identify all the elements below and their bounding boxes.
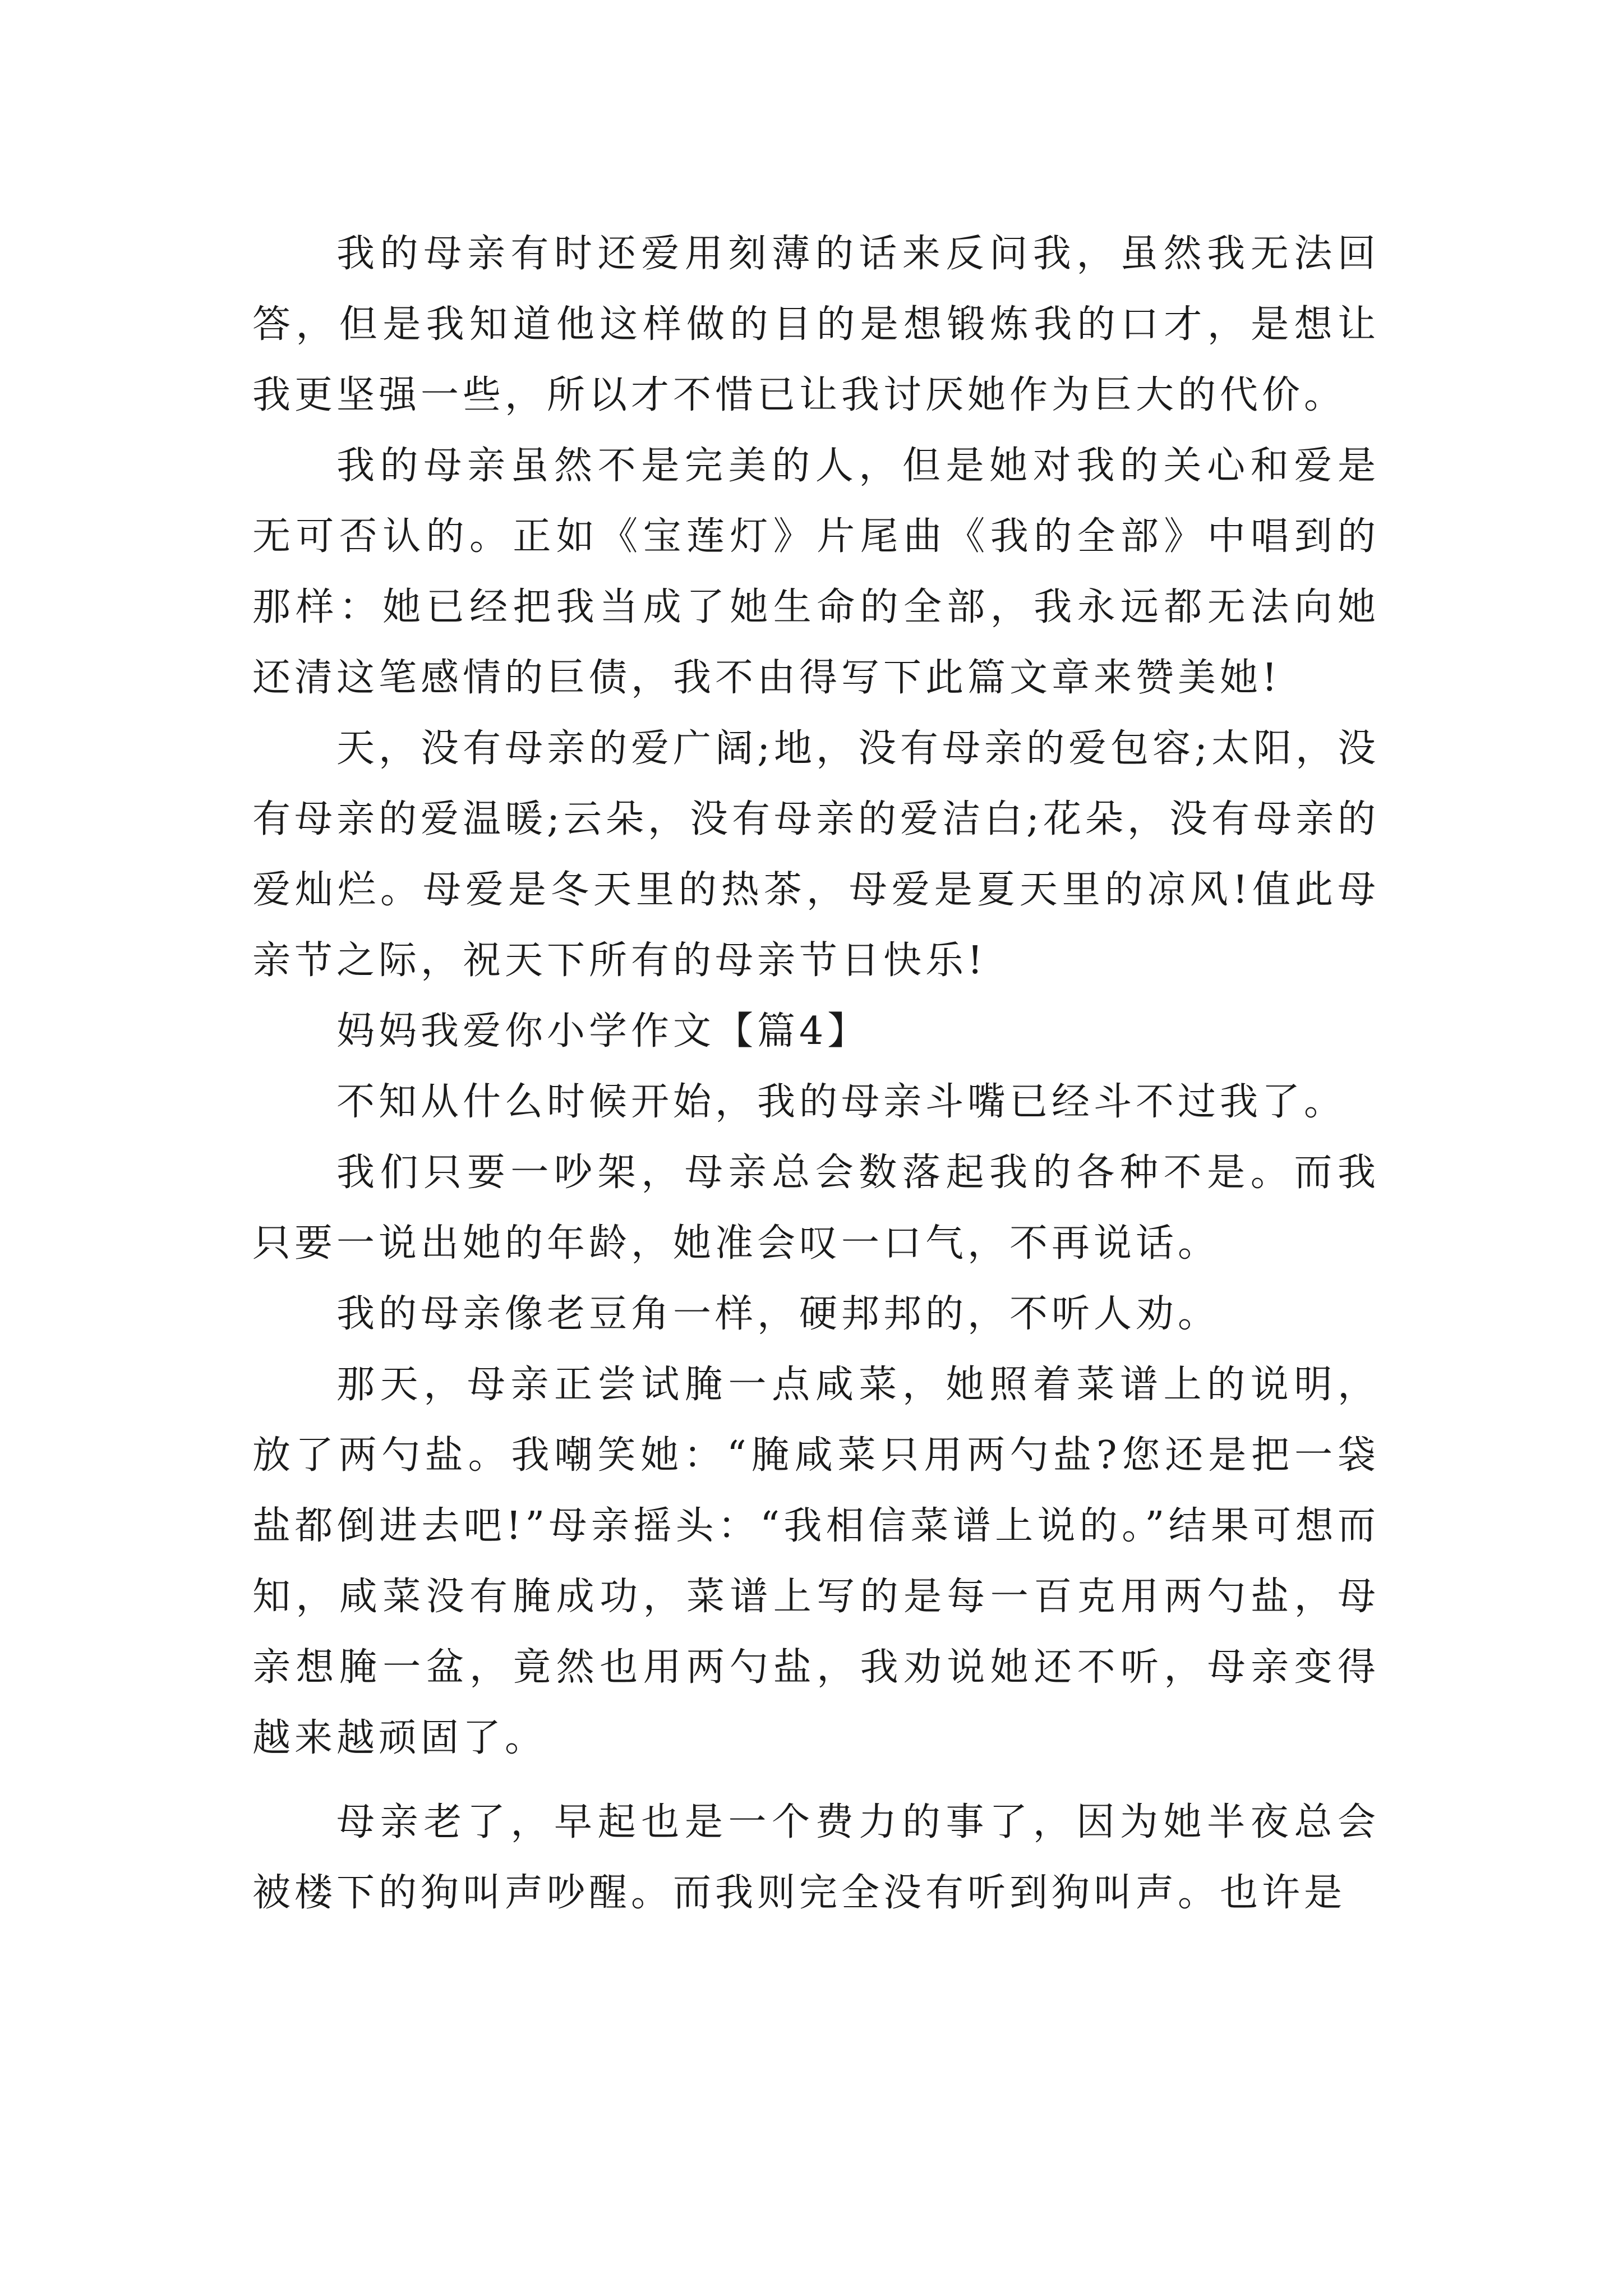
paragraph-mother-love: 我的母亲虽然不是完美的人，但是她对我的关心和爱是无可否认的。正如《宝莲灯》片尾曲《我的全部》中唱到的那样：她已经把我当成了她生命的全部，我永远都无法向她还清这笔感情的巨债，我不由得写下此篇文章来赞美她!: [252, 444, 1380, 700]
paragraph-pickles: 那天，母亲正尝试腌一点咸菜，她照着菜谱上的说明，放了两勺盐。我嘲笑她：“腌咸菜只用两勺盐?您还是把一袋盐都倒进去吧!”母亲摇头：“我相信菜谱上说的。”结果可想而知，咸菜没有腌成功，菜谱上写的是每一百克用两勺盐，母亲想腌一盆，竟然也用两勺盐，我劝说她还不听，母亲变得越来越顽固了。: [252, 1363, 1380, 1760]
paragraph-mother-aged: 母亲老了，早起也是一个费力的事了，因为她半夜总会被楼下的狗叫声吵醒。而我则完全没有听到狗叫声。也许是: [252, 1800, 1380, 1915]
section-heading: 妈妈我爱你小学作文【篇4】: [336, 1009, 870, 1053]
paragraph-stubborn: 我的母亲像老豆角一样，硬邦邦的，不听人劝。: [336, 1292, 1220, 1336]
article-body: [252, 219, 1380, 1929]
paragraph-mothers-day: 天，没有母亲的爱广阔;地，没有母亲的爱包容;太阳，没有母亲的爱温暖;云朵，没有母亲的爱洁白;花朵，没有母亲的爱灿烂。母爱是冬天里的热茶，母爱是夏天里的凉风!值此母亲节之际，祝天下所有的母亲节日快乐!: [252, 726, 1380, 983]
paragraph-mother-sarcasm: 我的母亲有时还爱用刻薄的话来反问我，虽然我无法回答，但是我知道他这样做的目的是想锻炼我的口才，是想让我更坚强一些，所以才不惜已让我讨厌她作为巨大的代价。: [252, 232, 1380, 417]
paragraph-arguing: 不知从什么时候开始，我的母亲斗嘴已经斗不过我了。: [336, 1080, 1347, 1124]
paragraph-quarrel: 我们只要一吵架，母亲总会数落起我的各种不是。而我只要一说出她的年龄，她准会叹一口气，不再说话。: [252, 1151, 1380, 1266]
